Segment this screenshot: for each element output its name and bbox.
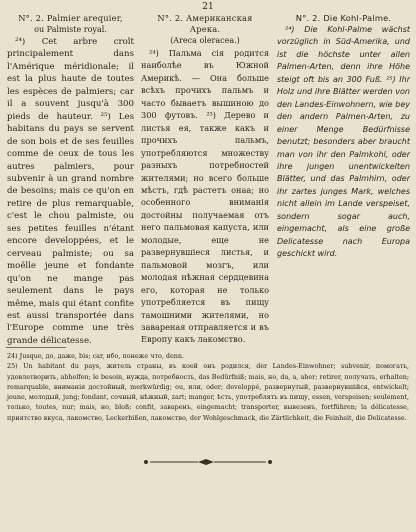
footnote-24: 24) Jusque, до, даже, bis; car, ибо, понеже что, denn. [7, 352, 185, 360]
german-heading: N°. 2. Die Kohl-Palme. [295, 13, 392, 23]
german-column [277, 13, 410, 261]
footnote-25: 25) Un habitant du pays, житель страны, въ коей онъ родился, der Landes-Einwohner; subvenir, помогать, удовлетворить, abhelfen; le besoin, нужда, потребность, das Bedürfniß; mais, но, da, а, aber; retirer, получать, erhalten; remarquable, вниманія достойный, merkwürdig; ou, или, oder; developpé, развернутый, развернувшійся, entwickelt; jeune, молодый, jung; fondant, сочный, нѣжный, zart; manger, ѣсть, употреблять въ пищу, essen, verspeisen; seulement, только, toutes, nur; mais, но, bloß; confit, заваренъ, eingemacht; transporter, вывезенъ, fortführen; la délicatesse, приятство вкуса, лакомство, Leckerbißen, лакомство, der Wohlgeschmack, die Zärtlichkeit, die Feinheit, die Delicatesse. [7, 362, 409, 422]
french-body: ²⁴) Cet arbre croît principalement dans l'Amérique méridionale; il est la plus haute de toutes les espèces de palmiers; car il a souvent jusqu'à 300 pieds de hauteur. ²⁵) Les habitans du pays se servent de son bois et de ses feuilles comme de ceux de tous les autres palmiers, pour subvenir à un grand nombre de besoins; mais ce qu'on en retire de plus remarquable, c'est le chou palmiste, ou ses petites feuilles n'étant encore developpées, et le cerveau palmiste; ou sa moëlle jeune et fondante qu'on ne mange pas seulement dans le pays même, mais qui étant confite est aussi transportée dans l'Europe comme une très grande délicatesse. [7, 37, 134, 346]
french-column [7, 13, 134, 347]
russian-subheading: (Areca oleracea.) [170, 36, 240, 45]
russian-body: ²⁴) Пальма сія родится наиболѣе въ Южной Америкѣ. — Она больше всѣхъ прочихъ пальмъ и часто бываетъ вышиною до 300 футовъ. ²⁵) Дерево и листья ея, также какъ и прочихъ пальмъ, употребляются множеству разныхъ потребностей жителями; но всего больше мѣстъ, гдѣ растетъ онаа; но особенного вниманія достойны получаемая отъ него пальмовая капуста, или молодые, еще не развернувшіеся листья, и пальмовой мозгъ, или молодая нѣжная сердцевина его, которая не только употребляется въ пищу тамошними жителями, но завареная отправляется и въ Европу какъ лакомство. [141, 48, 269, 345]
russian-column [141, 13, 269, 346]
russian-heading: N°. 2. Американская Арека. [157, 13, 253, 34]
french-heading: N°. 2. Palmier arequier, [18, 13, 123, 23]
french-subheading: ou Palmiste royal. [34, 25, 107, 34]
footnote-rule [6, 347, 66, 348]
ornament-divider [0, 456, 416, 468]
german-body: ²⁴) Die Kohl-Palme wächst vorzüglich in Süd-Amerika, und ist die höchste unter allen Palmen-Arten, denn ihre Höhe steigt oft bis an 300 Fuß. ²⁵) Ihr Holz und ihre Blätter werden von den Landes-Einwohnern, wie bey den andern Palmen-Arten, zu einer Menge Bedürfnisse benutzt; besonders aber braucht man von ihr den Palmkohl, oder ihre jungen unentwickelten Blätter, und das Palmhirn, oder ihr zartes junges Mark, welches nicht allein im Lande verspeiset, sondern sogar auch, eingemacht, als eine große Delicatesse nach Europa geschickt wird. [277, 25, 410, 259]
footnotes [7, 351, 409, 423]
page-number: 21 [202, 2, 214, 12]
